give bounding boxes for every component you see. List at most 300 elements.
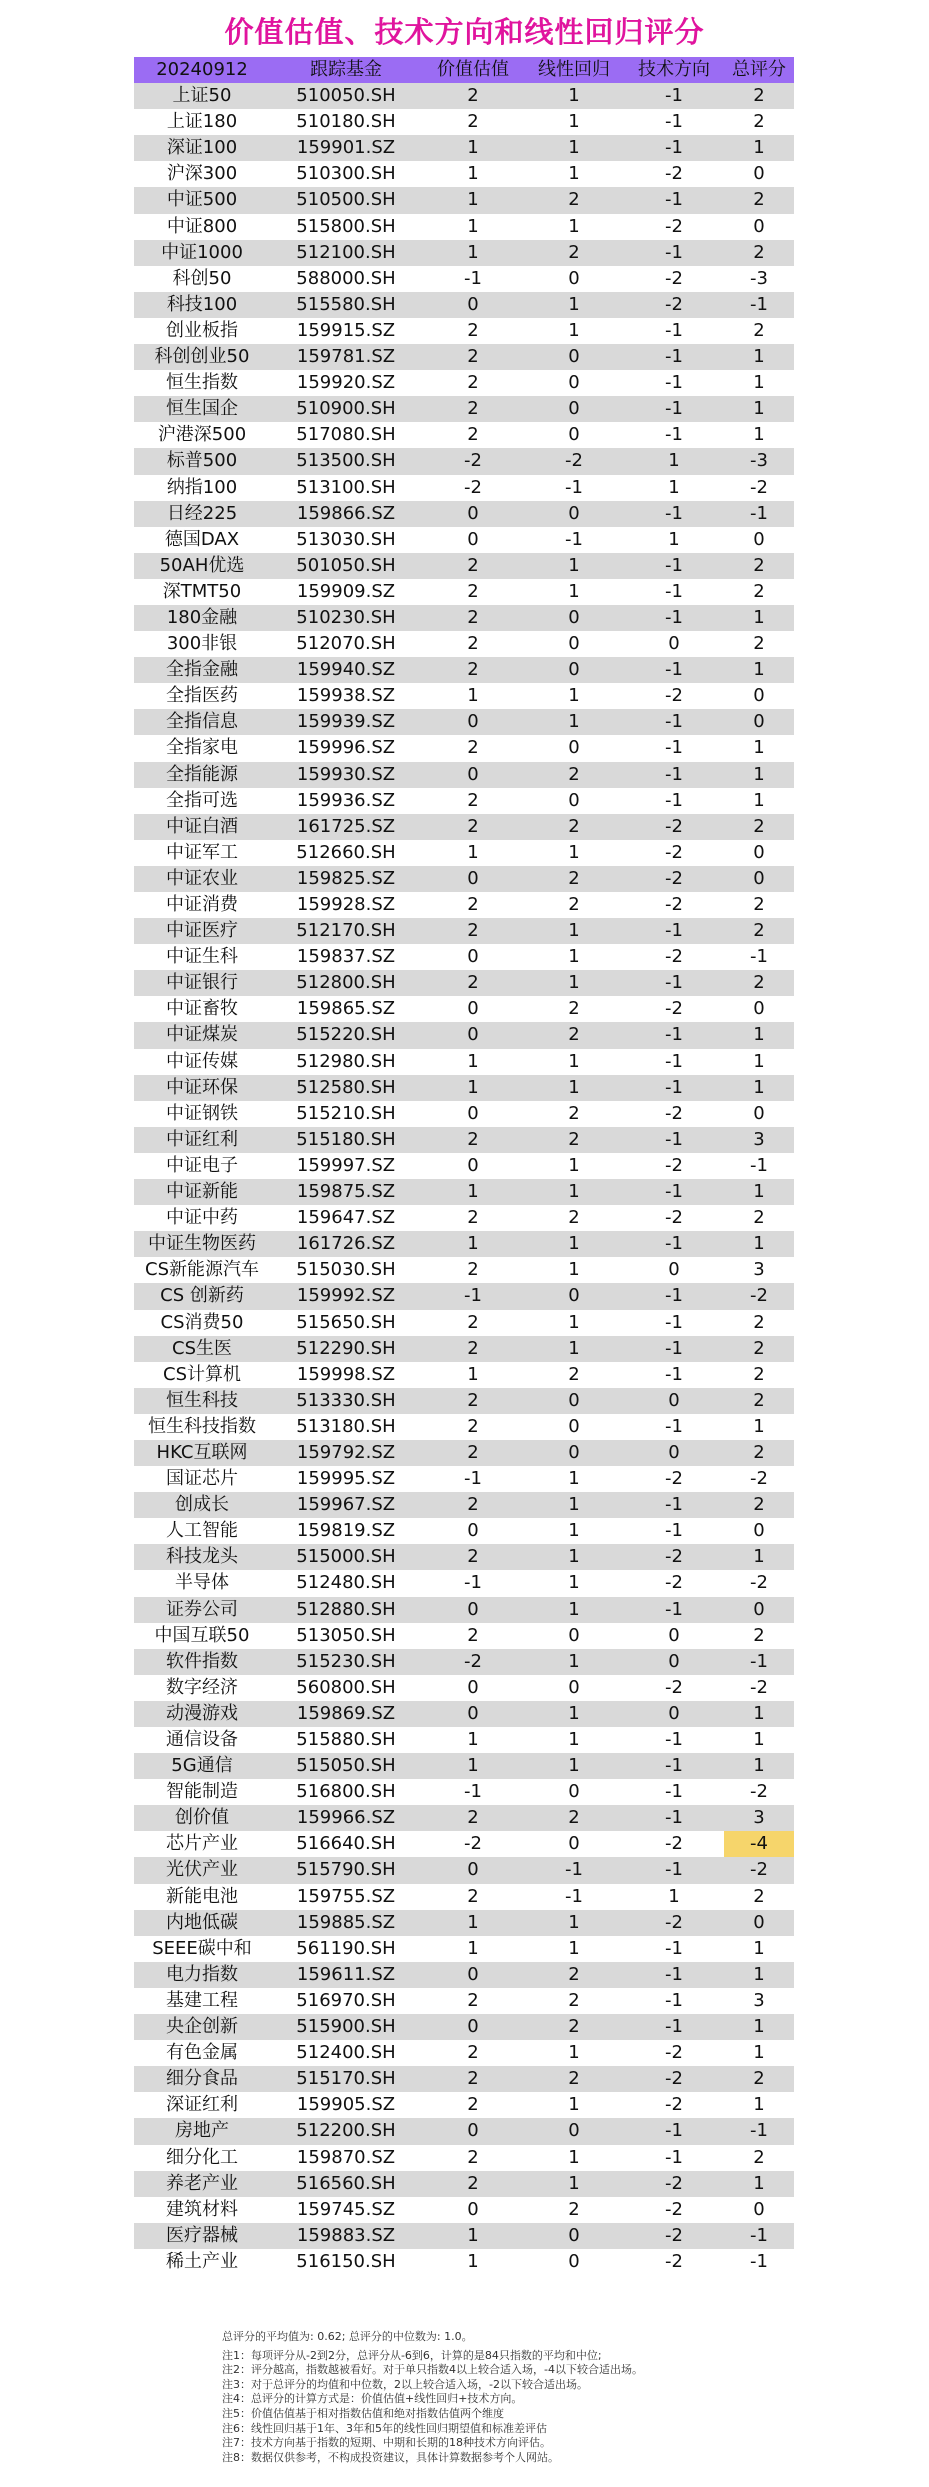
fund-code: 515220.SH (296, 1024, 396, 1046)
regression-score: 0 (568, 737, 580, 759)
valuation-score: 2 (467, 1885, 479, 1907)
fund-code: 513050.SH (296, 1624, 396, 1646)
fund-code: 159909.SZ (296, 580, 396, 602)
fund-code: 515210.SH (296, 1102, 396, 1124)
index-name: 新能电池 (166, 1885, 238, 1907)
regression-score: 0 (568, 372, 580, 394)
note-line: 注4：总评分的计算方式是：价值估值+线性回归+技术方向。 (222, 2392, 523, 2406)
total-score: 2 (753, 554, 765, 576)
fund-code: 515580.SH (296, 293, 396, 315)
total-score: -4 (724, 1831, 794, 1857)
regression-score: -1 (565, 1885, 583, 1907)
regression-score: 0 (568, 267, 580, 289)
fund-code: 159938.SZ (296, 685, 396, 707)
valuation-score: 0 (467, 1859, 479, 1881)
fund-code: 512070.SH (296, 633, 396, 655)
table-row (134, 187, 794, 213)
table-row (134, 422, 794, 448)
technical-score: -1 (665, 737, 683, 759)
table-row (134, 1231, 794, 1257)
table-row (134, 2223, 794, 2249)
index-name: 全指家电 (166, 737, 238, 759)
valuation-score: 2 (467, 1807, 479, 1829)
technical-score: -1 (665, 1729, 683, 1750)
total-score: -2 (750, 1572, 768, 1594)
index-name: 人工智能 (166, 1520, 238, 1542)
total-score: -1 (750, 946, 768, 968)
total-score: 1 (753, 1729, 765, 1750)
total-score: 1 (753, 372, 765, 394)
valuation-score: 2 (467, 319, 479, 341)
fund-code: 512400.SH (296, 2042, 396, 2064)
fund-code: 561190.SH (296, 1937, 396, 1959)
regression-score: 0 (568, 502, 580, 524)
index-name: 房地产 (175, 2120, 229, 2142)
valuation-score: -1 (464, 267, 482, 289)
note-line: 注3：对于总评分的均值和中位数，2以上较合适入场，-2以下较合适出场。 (222, 2377, 588, 2391)
technical-score: -1 (665, 920, 683, 942)
fund-code: 159930.SZ (296, 763, 396, 785)
technical-score: 0 (668, 1389, 680, 1411)
technical-score: 1 (668, 1885, 680, 1907)
table-row (134, 996, 794, 1022)
total-score: 2 (753, 1885, 765, 1907)
technical-score: -1 (665, 554, 683, 576)
fund-code: 512170.SH (296, 920, 396, 942)
technical-score: -1 (665, 502, 683, 524)
technical-score: 0 (668, 1441, 680, 1463)
table-row (134, 161, 794, 187)
table-row (134, 527, 794, 553)
header-total: 总评分 (732, 59, 786, 80)
table-row (134, 683, 794, 709)
total-score: 1 (753, 763, 765, 785)
regression-score: 1 (568, 580, 580, 602)
index-name: 有色金属 (166, 2042, 238, 2064)
fund-code: 516560.SH (296, 2172, 396, 2194)
total-score: 1 (753, 1050, 765, 1072)
regression-score: 1 (568, 1233, 580, 1255)
regression-score: 0 (568, 606, 580, 628)
valuation-score: -2 (464, 1833, 482, 1855)
technical-score: -2 (665, 293, 683, 315)
fund-code: 512580.SH (296, 1076, 396, 1098)
index-name: 中证环保 (166, 1076, 238, 1098)
table-row (134, 109, 794, 135)
fund-code: 515230.SH (296, 1650, 396, 1672)
regression-score: 2 (568, 189, 580, 211)
technical-score: 0 (668, 1702, 680, 1724)
total-score: 2 (753, 1311, 765, 1333)
valuation-score: 2 (467, 1337, 479, 1359)
regression-score: 0 (568, 1833, 580, 1855)
index-name: 中证生物医药 (148, 1233, 256, 1255)
valuation-score: 2 (467, 1259, 479, 1281)
technical-score: -2 (665, 685, 683, 707)
regression-score: 2 (568, 815, 580, 837)
technical-score: -2 (665, 2094, 683, 2116)
total-score: 2 (753, 111, 765, 133)
table-row (134, 1049, 794, 1075)
regression-score: 0 (568, 1441, 580, 1463)
total-score: 3 (753, 1128, 765, 1150)
index-name: 中证中药 (166, 1207, 238, 1229)
valuation-score: 0 (467, 293, 479, 315)
technical-score: -2 (665, 998, 683, 1020)
fund-code: 512660.SH (296, 841, 396, 863)
valuation-score: 1 (467, 1233, 479, 1255)
fund-code: 515650.SH (296, 1311, 396, 1333)
valuation-score: 2 (467, 920, 479, 942)
total-score: 1 (753, 1076, 765, 1098)
table-row (134, 266, 794, 292)
valuation-score: 2 (467, 1546, 479, 1568)
note-line: 注1：每项评分从-2到2分，总评分从-6到6，计算的是84只指数的平均和中位; (222, 2348, 602, 2362)
valuation-score: -2 (464, 476, 482, 498)
index-name: 数字经济 (166, 1676, 238, 1698)
total-score: 3 (753, 1807, 765, 1829)
index-name: 中证传媒 (166, 1050, 238, 1072)
technical-score: -2 (665, 1572, 683, 1594)
fund-code: 159936.SZ (296, 789, 396, 811)
total-score: -3 (750, 267, 768, 289)
regression-score: 1 (568, 163, 580, 185)
fund-code: 515050.SH (296, 1755, 396, 1777)
table-row (134, 1205, 794, 1231)
technical-score: -2 (665, 841, 683, 863)
regression-score: 0 (568, 2250, 580, 2272)
notes-list (222, 2349, 862, 2466)
technical-score: -1 (665, 1363, 683, 1385)
table-row (134, 344, 794, 370)
index-name: HKC互联网 (156, 1441, 248, 1463)
header-technical: 技术方向 (638, 59, 710, 80)
total-score: 0 (753, 163, 765, 185)
index-name: 细分食品 (166, 2068, 238, 2090)
valuation-score: 0 (467, 528, 479, 550)
regression-score: 1 (568, 1520, 580, 1542)
valuation-score: 2 (467, 1624, 479, 1646)
fund-code: 159995.SZ (296, 1468, 396, 1490)
valuation-score: 1 (467, 1050, 479, 1072)
regression-score: 1 (568, 1937, 580, 1959)
table-row (134, 1753, 794, 1779)
table-row (134, 1831, 794, 1857)
table-row (134, 1022, 794, 1048)
index-name: 稀土产业 (166, 2250, 238, 2272)
fund-code: 512480.SH (296, 1572, 396, 1594)
fund-code: 513100.SH (296, 476, 396, 498)
fund-code: 510230.SH (296, 606, 396, 628)
fund-code: 512290.SH (296, 1337, 396, 1359)
index-name: 上证50 (172, 85, 232, 107)
technical-score: -1 (665, 2016, 683, 2038)
valuation-score: -2 (464, 1650, 482, 1672)
technical-score: -1 (665, 1937, 683, 1959)
fund-code: 515900.SH (296, 2016, 396, 2038)
valuation-score: 2 (467, 1207, 479, 1229)
table-row (134, 1962, 794, 1988)
total-score: 2 (753, 1494, 765, 1516)
regression-score: 0 (568, 1624, 580, 1646)
technical-score: 1 (668, 528, 680, 550)
index-name: CS计算机 (163, 1363, 241, 1385)
technical-score: -2 (665, 2042, 683, 2064)
valuation-score: 2 (467, 789, 479, 811)
index-name: 恒生指数 (166, 372, 238, 394)
fund-code: 159998.SZ (296, 1363, 396, 1385)
table-body (134, 83, 794, 2275)
fund-code: 515800.SH (296, 215, 396, 237)
valuation-score: 0 (467, 2120, 479, 2142)
total-score: -2 (750, 1781, 768, 1803)
technical-score: -1 (665, 241, 683, 263)
technical-score: -1 (665, 85, 683, 107)
fund-code: 159940.SZ (296, 659, 396, 681)
fund-code: 513330.SH (296, 1389, 396, 1411)
total-score: 0 (753, 215, 765, 237)
fund-code: 515030.SH (296, 1259, 396, 1281)
index-name: 恒生科技 (166, 1389, 238, 1411)
table-row (134, 709, 794, 735)
fund-code: 159611.SZ (296, 1963, 396, 1985)
index-name: 中证500 (166, 189, 238, 211)
valuation-score: 2 (467, 554, 479, 576)
fund-code: 159883.SZ (296, 2224, 396, 2246)
technical-score: -1 (665, 1755, 683, 1777)
table-row (134, 501, 794, 527)
index-name: 内地低碳 (166, 1911, 238, 1933)
valuation-score: 1 (467, 215, 479, 237)
table-row (134, 2249, 794, 2275)
fund-code: 510500.SH (296, 189, 396, 211)
technical-score: -1 (665, 1807, 683, 1829)
fund-code: 159825.SZ (296, 867, 396, 889)
index-name: 50AH优选 (159, 554, 245, 576)
index-name: 中证红利 (166, 1128, 238, 1150)
total-score: 1 (753, 424, 765, 446)
index-name: 中证电子 (166, 1154, 238, 1176)
total-score: 0 (753, 1520, 765, 1542)
total-score: -1 (750, 2224, 768, 2246)
regression-score: 2 (568, 763, 580, 785)
fund-code: 159905.SZ (296, 2094, 396, 2116)
total-score: 2 (753, 1441, 765, 1463)
valuation-score: 2 (467, 1441, 479, 1463)
index-name: CS 创新药 (160, 1285, 244, 1307)
regression-score: 0 (568, 346, 580, 368)
table-row (134, 1492, 794, 1518)
table-row (134, 762, 794, 788)
table-row (134, 631, 794, 657)
valuation-score: -1 (464, 1285, 482, 1307)
table-row (134, 814, 794, 840)
valuation-score: 2 (467, 2094, 479, 2116)
technical-score: -1 (665, 137, 683, 159)
technical-score: -1 (665, 763, 683, 785)
technical-score: -1 (665, 1128, 683, 1150)
regression-score: 1 (568, 85, 580, 107)
fund-code: 159866.SZ (296, 502, 396, 524)
index-name: 5G通信 (171, 1755, 233, 1777)
header-regression: 线性回归 (538, 59, 610, 80)
table-row (134, 1257, 794, 1283)
index-name: 沪港深500 (157, 424, 247, 446)
technical-score: -1 (665, 319, 683, 341)
valuation-score: 0 (467, 1598, 479, 1620)
technical-score: -1 (665, 2120, 683, 2142)
fund-code: 501050.SH (296, 554, 396, 576)
table-row (134, 1623, 794, 1649)
fund-code: 513030.SH (296, 528, 396, 550)
index-name: 通信设备 (166, 1729, 238, 1750)
regression-score: 2 (568, 1963, 580, 1985)
valuation-score: 0 (467, 711, 479, 733)
table-row (134, 840, 794, 866)
table-row (134, 1570, 794, 1596)
index-name: 医疗器械 (166, 2224, 238, 2246)
total-score: 1 (753, 1702, 765, 1724)
fund-code: 516970.SH (296, 1989, 396, 2011)
regression-score: 1 (568, 1729, 580, 1750)
index-name: 沪深300 (166, 163, 238, 185)
regression-score: 1 (568, 111, 580, 133)
regression-score: 1 (568, 1546, 580, 1568)
regression-score: 0 (568, 2224, 580, 2246)
table-row (134, 2118, 794, 2144)
regression-score: 0 (568, 1389, 580, 1411)
total-score: 1 (753, 659, 765, 681)
total-score: 2 (753, 920, 765, 942)
fund-code: 510180.SH (296, 111, 396, 133)
total-score: 2 (753, 85, 765, 107)
table-row (134, 866, 794, 892)
regression-score: 1 (568, 1755, 580, 1777)
index-name: 全指可选 (166, 789, 238, 811)
regression-score: 2 (568, 2198, 580, 2220)
table-row (134, 240, 794, 266)
index-name: 180金融 (166, 606, 238, 628)
technical-score: -2 (665, 2224, 683, 2246)
table-row (134, 1388, 794, 1414)
regression-score: 1 (568, 920, 580, 942)
index-name: 中证医疗 (166, 920, 238, 942)
fund-code: 159745.SZ (296, 2198, 396, 2220)
index-name: 建筑材料 (166, 2198, 238, 2220)
index-name: 智能制造 (166, 1781, 238, 1803)
total-score: 3 (753, 1259, 765, 1281)
table-row (134, 1414, 794, 1440)
valuation-score: 2 (467, 606, 479, 628)
technical-score: -1 (665, 1024, 683, 1046)
valuation-score: 0 (467, 1102, 479, 1124)
valuation-score: 1 (467, 1729, 479, 1750)
index-name: 日经225 (166, 502, 238, 524)
technical-score: -2 (665, 215, 683, 237)
total-score: 0 (753, 1102, 765, 1124)
technical-score: -1 (665, 972, 683, 994)
total-score: 2 (753, 580, 765, 602)
valuation-score: 2 (467, 1989, 479, 2011)
technical-score: 1 (668, 450, 680, 472)
valuation-score: 0 (467, 502, 479, 524)
total-score: 2 (753, 1207, 765, 1229)
score-table (134, 57, 794, 2275)
fund-code: 159792.SZ (296, 1441, 396, 1463)
valuation-score: 1 (467, 137, 479, 159)
table-row (134, 1805, 794, 1831)
regression-score: 2 (568, 241, 580, 263)
notes-summary: 总评分的平均值为: 0.62; 总评分的中位数为: 1.0。 (222, 2330, 473, 2343)
index-name: 养老产业 (166, 2172, 238, 2194)
total-score: -1 (750, 502, 768, 524)
fund-code: 516640.SH (296, 1833, 396, 1855)
regression-score: 2 (568, 1807, 580, 1829)
total-score: 2 (753, 189, 765, 211)
fund-code: 159869.SZ (296, 1702, 396, 1724)
valuation-score: 2 (467, 633, 479, 655)
regression-score: 1 (568, 685, 580, 707)
table-row (134, 1101, 794, 1127)
technical-score: -1 (665, 346, 683, 368)
table-row (134, 1362, 794, 1388)
regression-score: 1 (568, 1702, 580, 1724)
regression-score: 2 (568, 998, 580, 1020)
table-row (134, 788, 794, 814)
fund-code: 515000.SH (296, 1546, 396, 1568)
regression-score: 2 (568, 1989, 580, 2011)
index-name: 中证1000 (161, 241, 243, 263)
technical-score: -1 (665, 1494, 683, 1516)
regression-score: 0 (568, 424, 580, 446)
valuation-score: 2 (467, 1311, 479, 1333)
fund-code: 512800.SH (296, 972, 396, 994)
regression-score: 1 (568, 293, 580, 315)
valuation-score: -2 (464, 450, 482, 472)
valuation-score: 1 (467, 1755, 479, 1777)
regression-score: 1 (568, 1650, 580, 1672)
regression-score: 1 (568, 1259, 580, 1281)
valuation-score: 0 (467, 1963, 479, 1985)
valuation-score: 0 (467, 763, 479, 785)
table-row (134, 918, 794, 944)
total-score: 1 (753, 606, 765, 628)
technical-score: -1 (665, 372, 683, 394)
valuation-score: 0 (467, 1154, 479, 1176)
index-name: 基建工程 (166, 1989, 238, 2011)
index-name: CS生医 (172, 1337, 232, 1359)
regression-score: 1 (568, 1311, 580, 1333)
total-score: 2 (753, 1624, 765, 1646)
fund-code: 159939.SZ (296, 711, 396, 733)
total-score: -2 (750, 1859, 768, 1881)
table-row (134, 1518, 794, 1544)
technical-score: 0 (668, 1259, 680, 1281)
fund-code: 159967.SZ (296, 1494, 396, 1516)
note-line: 注8：数据仅供参考，不构成投资建议，具体计算数据参考个人网站。 (222, 2450, 559, 2464)
valuation-score: 0 (467, 1024, 479, 1046)
technical-score: -2 (665, 1833, 683, 1855)
index-name: 动漫游戏 (166, 1702, 238, 1724)
technical-score: -1 (665, 580, 683, 602)
technical-score: -1 (665, 606, 683, 628)
technical-score: -2 (665, 1207, 683, 1229)
technical-score: -1 (665, 398, 683, 420)
regression-score: 1 (568, 1181, 580, 1203)
technical-score: -1 (665, 789, 683, 811)
fund-code: 159915.SZ (296, 319, 396, 341)
valuation-score: -1 (464, 1572, 482, 1594)
